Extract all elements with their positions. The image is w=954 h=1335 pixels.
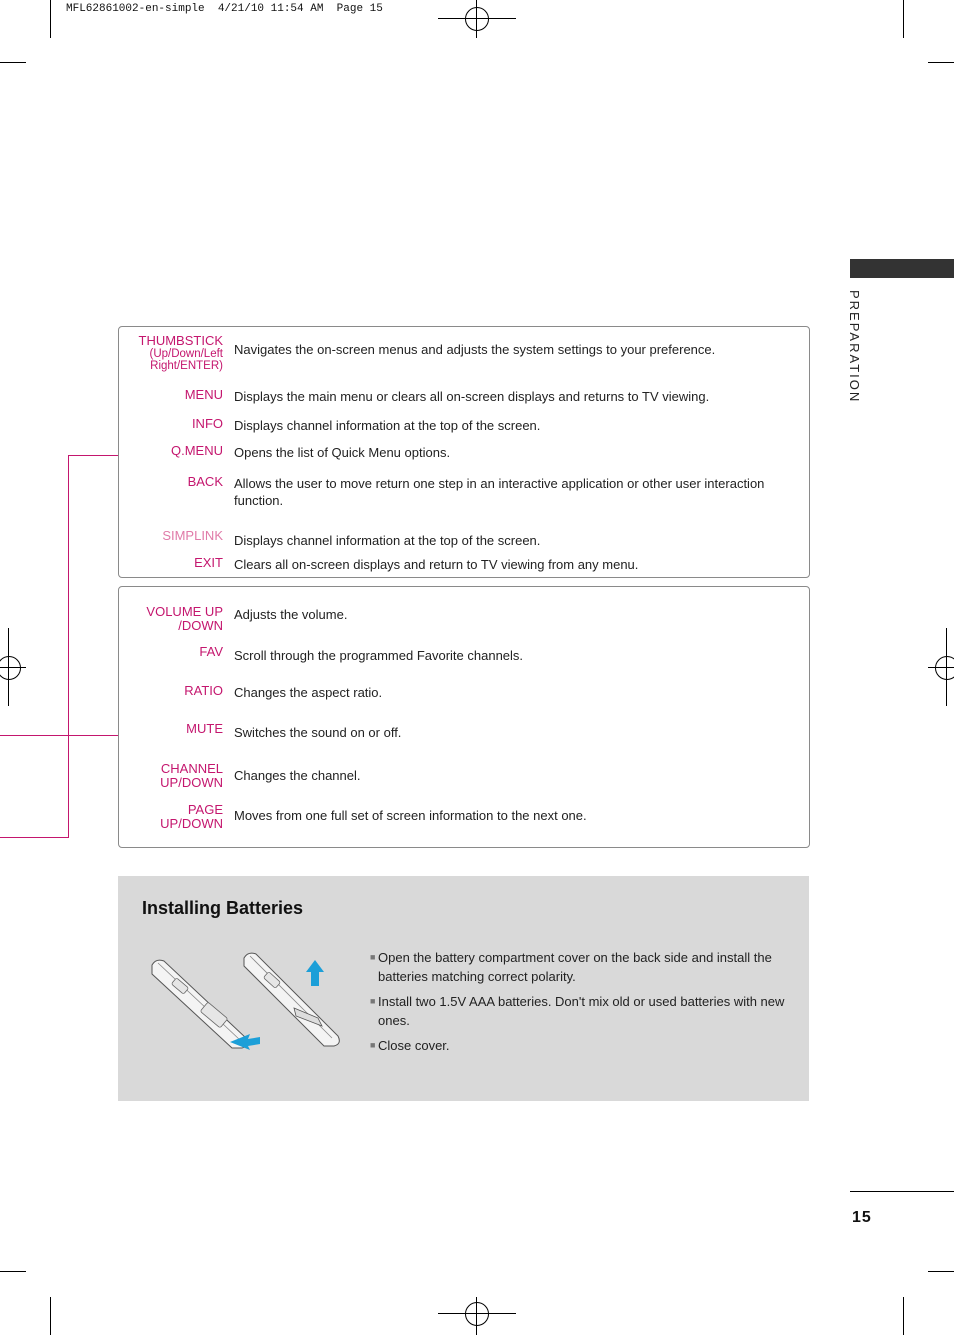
battery-step: ■ Install two 1.5V AAA batteries. Don't mix old or used batteries with new ones. [370, 994, 785, 1028]
crop-mark [50, 1297, 51, 1335]
remote-back-open-cover-icon [152, 960, 260, 1050]
button-description: Displays the main menu or clears all on-screen displays and returns to TV viewing. [234, 389, 710, 404]
button-description: Navigates the on-screen menus and adjusts the system settings to your preference. [234, 342, 716, 357]
button-name: MUTE [186, 721, 223, 736]
button-name: RATIO [184, 683, 223, 698]
battery-section-title: Installing Batteries [142, 898, 304, 918]
button-name: BACK [187, 474, 223, 489]
crop-mark [0, 1271, 26, 1272]
button-description: Displays channel information at the top of the screen. [234, 533, 541, 548]
button-name: EXIT [194, 555, 223, 570]
button-function-panel-1 [118, 326, 810, 578]
button-name: MENU [184, 387, 223, 402]
remote-insert-battery-icon [244, 953, 339, 1046]
button-name: THUMBSTICK (Up/Down/Left Right/ENTER) [138, 333, 223, 372]
section-tab [850, 259, 954, 278]
button-description: Changes the channel. [234, 768, 361, 783]
battery-step: ■ Close cover. [370, 1038, 450, 1053]
button-description: Displays channel information at the top of the screen. [234, 418, 541, 433]
battery-step: ■ Open the battery compartment cover on the back side and install the batteries matching correct polarity. [370, 950, 772, 984]
button-name: SIMPLINK [162, 528, 223, 543]
installing-batteries-box [118, 876, 809, 1101]
button-description: Scroll through the programmed Favorite channels. [234, 648, 524, 663]
button-description: Allows the user to move return one step in an interactive application or other user interaction function. [234, 476, 765, 508]
page-number: 15 [852, 1209, 872, 1226]
crop-mark [0, 62, 26, 63]
button-name: FAV [199, 644, 223, 659]
print-header: MFL62861002-en-simple 4/21/10 11:54 AM Page 15 [66, 3, 383, 15]
button-name: PAGE UP/DOWN [160, 802, 223, 831]
button-name: Q.MENU [171, 443, 223, 458]
battery-illustration [146, 952, 346, 1052]
button-description: Opens the list of Quick Menu options. [234, 445, 451, 460]
crop-mark [903, 0, 904, 38]
battery-steps-list [370, 948, 790, 1061]
button-description: Changes the aspect ratio. [234, 685, 383, 700]
crop-mark [928, 1271, 954, 1272]
button-description: Switches the sound on or off. [234, 725, 402, 740]
button-name: CHANNEL UP/DOWN [160, 761, 223, 790]
crop-mark [50, 0, 51, 38]
button-name: VOLUME UP /DOWN [146, 604, 223, 633]
crop-mark [903, 1297, 904, 1335]
button-name: INFO [191, 416, 223, 431]
button-description: Adjusts the volume. [234, 607, 348, 622]
section-label: PREPARATION [847, 290, 862, 404]
page-number-rule [850, 1191, 954, 1192]
button-function-panel-2 [118, 586, 810, 848]
button-description: Moves from one full set of screen information to the next one. [234, 808, 587, 823]
crop-mark [928, 62, 954, 63]
button-description: Clears all on-screen displays and return to TV viewing from any menu. [234, 557, 639, 572]
